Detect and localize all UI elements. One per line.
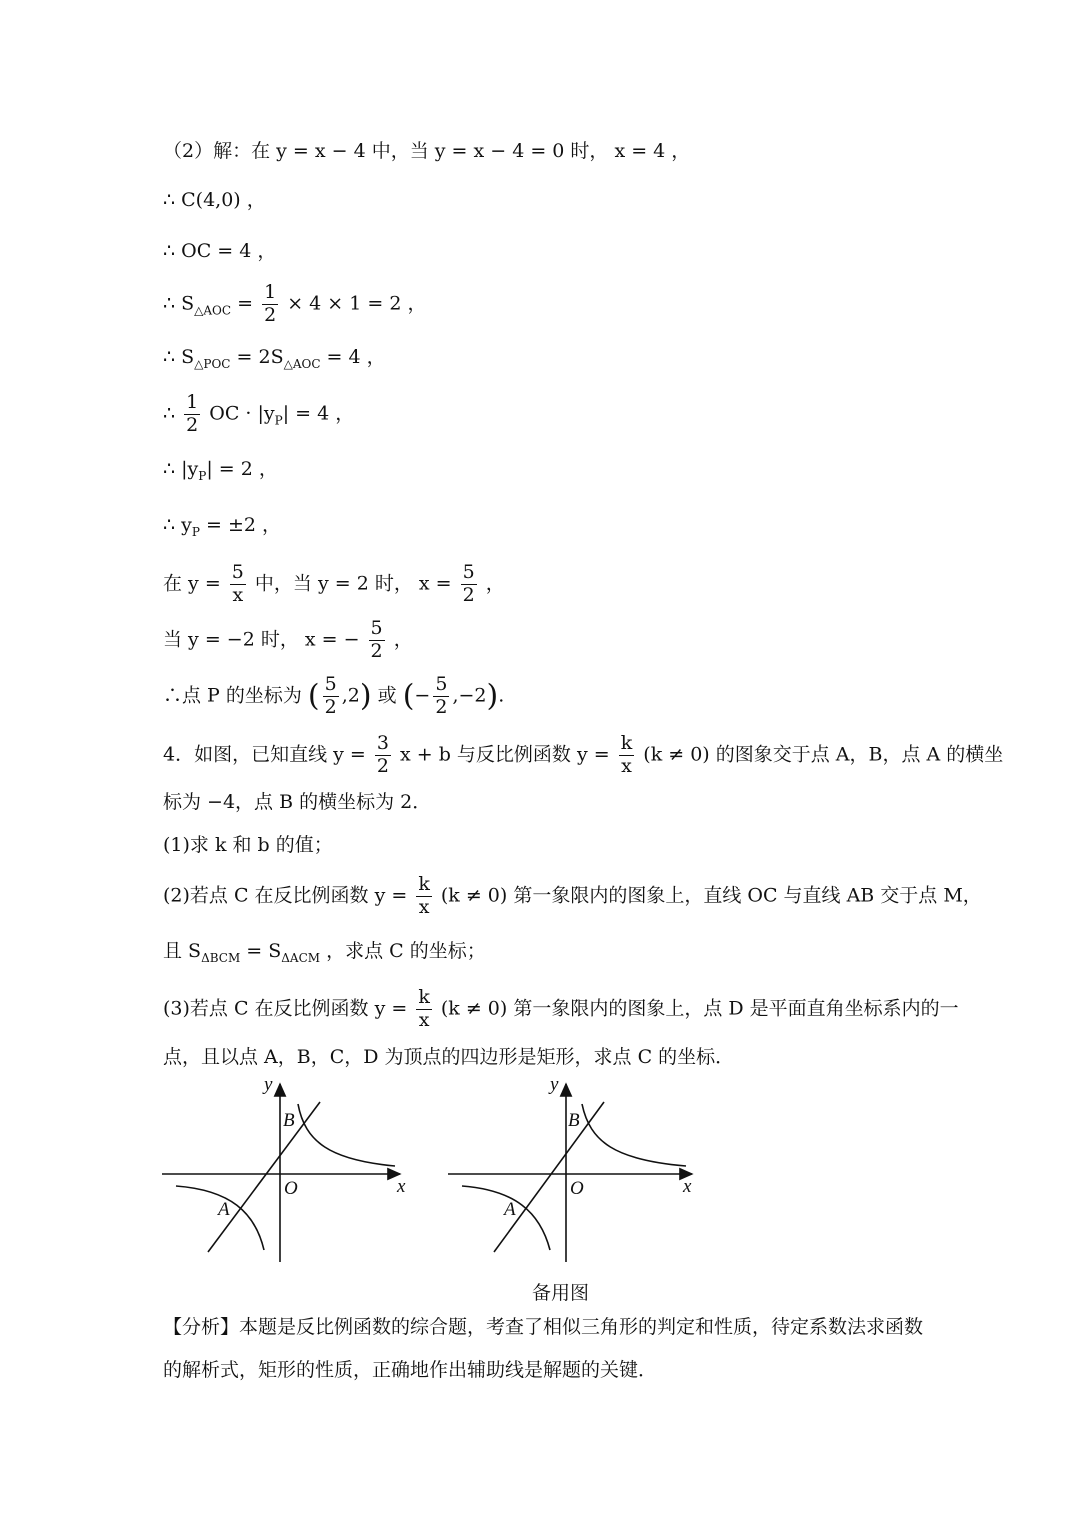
fraction: $\frac{1}{2}$	[264, 281, 277, 326]
line-ab	[494, 1102, 604, 1252]
solution-line-2: ∴ C(4,0) ，	[163, 189, 266, 211]
question-3-line-1: (3)若点 C 在反比例函数 y = $\frac{k}{x}$ (k ≠ 0) 第一象限内的图象上，点 D 是平面直角坐标系内的一	[163, 986, 959, 1031]
figures	[0, 1072, 1080, 1312]
left-origin-label: O	[284, 1178, 298, 1199]
fraction: $\frac{k}{x}$	[620, 732, 633, 777]
right-x-label: x	[683, 1176, 692, 1197]
solution-line-4: ∴ $S_{\triangle AOC}$ = $\frac{1}{2}$ × 4 × 1 = 2 ，	[163, 281, 427, 326]
problem-line-1: 4．如图，已知直线 y = $\frac{3}{2}$ x + b 与反比例函数 y = $\frac{k}{x}$ (k ≠ 0) 的图象交于点 A，B，点 A 的横坐	[163, 732, 1004, 777]
solution-line-11: ∴点 P 的坐标为 ( $\frac{5}{2}$ ,2) 或 (− $\frac{5}{2}$ ,−2).	[163, 673, 505, 718]
problem-line-2: 标为 −4，点 B 的横坐标为 2．	[163, 791, 432, 813]
fraction: $\frac{1}{2}$	[186, 391, 199, 436]
analysis-line-1: 【分析】本题是反比例函数的综合题，考查了相似三角形的判定和性质，待定系数法求函数	[163, 1316, 924, 1338]
fraction: $\frac{5}{2}$	[324, 673, 337, 718]
right-origin-label: O	[570, 1178, 584, 1199]
left-x-label: x	[397, 1176, 406, 1197]
question-1: (1)求 k 和 b 的值；	[163, 834, 333, 856]
solution-line-10: 当 y = −2 时， x = − $\frac{5}{2}$ ，	[163, 617, 413, 662]
left-point-b: B	[283, 1110, 295, 1131]
left-graph	[162, 1084, 400, 1262]
fraction: $\frac{5}{2}$	[435, 673, 448, 718]
hyperbola-branch-q1	[582, 1104, 686, 1166]
question-2-line-2: 且 $S_{\Delta BCM} = S_{\Delta ACM}$ ，求点 C 的坐标；	[163, 940, 486, 965]
fraction: $\frac{5}{2}$	[462, 561, 475, 606]
question-3-line-2: 点，且以点 A，B，C，D 为顶点的四边形是矩形，求点 C 的坐标．	[163, 1046, 735, 1068]
fraction: $\frac{k}{x}$	[418, 986, 430, 1031]
analysis-tag: 【分析】	[163, 1316, 240, 1338]
solution-line-9: 在 y = $\frac{5}{x}$ 中，当 y = 2 时， x = $\frac{5}{2}$ ，	[163, 561, 505, 606]
figure-caption: 备用图	[532, 1282, 590, 1304]
right-point-a: A	[504, 1199, 516, 1220]
fraction: $\frac{k}{x}$	[418, 873, 430, 918]
right-point-b: B	[568, 1110, 580, 1131]
solution-line-5: ∴ $S_{\triangle POC} = 2S_{\triangle AOC} = 4$ ，	[163, 346, 386, 371]
analysis-line-2: 的解析式，矩形的性质，正确地作出辅助线是解题的关键．	[163, 1359, 658, 1381]
solution-line-3: ∴ OC = 4 ，	[163, 240, 277, 262]
solution-line-8: ∴ $y_P = \pm 2$ ，	[163, 514, 282, 539]
solution-line-7: ∴ $|y_P| = 2$ ，	[163, 458, 278, 483]
fraction: $\frac{5}{x}$	[231, 561, 244, 606]
solution-line-1: （2）解：在 y = x − 4 中，当 y = x − 4 = 0 时， x = 4 ，	[163, 140, 691, 162]
left-y-label: y	[264, 1074, 273, 1095]
line-ab	[208, 1102, 320, 1252]
left-point-a: A	[218, 1199, 230, 1220]
solution-line-6: ∴ $\frac{1}{2}$ OC · $|y_P| = 4$ ，	[163, 391, 355, 436]
fraction: $\frac{3}{2}$	[376, 732, 389, 777]
right-y-label: y	[550, 1074, 559, 1095]
fraction: $\frac{5}{2}$	[370, 617, 383, 662]
question-2-line-1: (2)若点 C 在反比例函数 y = $\frac{k}{x}$ (k ≠ 0) 第一象限内的图象上，直线 OC 与直线 AB 交于点 M，	[163, 873, 982, 918]
